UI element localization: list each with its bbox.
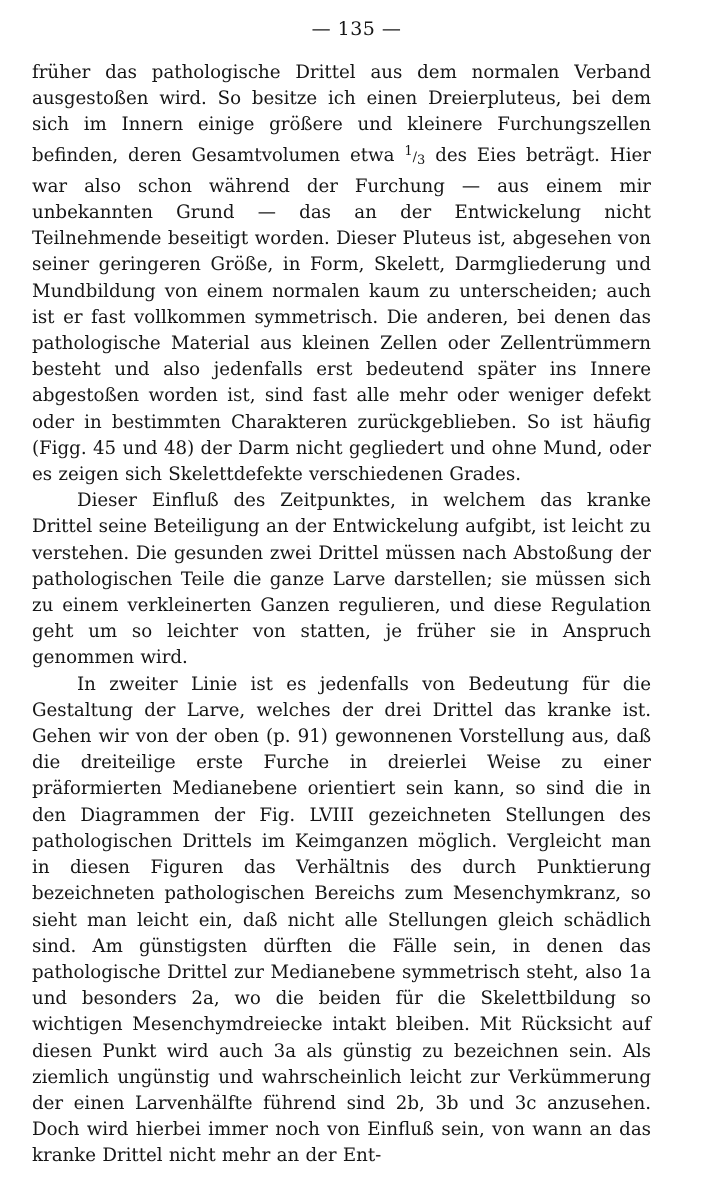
fraction-slash: / xyxy=(412,149,418,165)
fraction-one-third xyxy=(404,143,426,168)
fraction-denominator: 3 xyxy=(417,152,426,168)
paragraph-3: In zweiter Linie ist es jedenfalls von Bedeutung für die Gestaltung der Larve, welches der drei Drittel das kranke ist. Gehen wir von der oben (p. 91) gewonnenen Vorstellung aus, daß die dreiteilige erste Furche in dreierlei Weise zu einer präformierten Medianebene orientiert sein kann, so sind die in den Diagrammen der Fig. LVIII gezeichneten Stellungen des pathologischen Drittels im Keimganzen möglich. Vergleicht man in diesen Figuren das Verhältnis des durch Punktierung bezeichneten pathologischen Bereichs zum Mesenchymkranz, so sieht man leicht ein, daß nicht alle Stellungen gleich schädlich sind. Am günstigsten dürften die Fälle sein, in denen das pathologische Drittel zur Medianebene symmetrisch steht, also 1a und besonders 2a, wo die beiden für die Skelettbildung so wichtigen Mesenchymdreiecke intakt bleiben. Mit Rücksicht auf diesen Punkt wird auch 3a als günstig zu bezeichnen sein. Als ziemlich ungünstig und wahrscheinlich leicht zur Verkümmerung der einen Larvenhälfte führend sind 2b, 3b und 3c anzusehen. Doch wird hierbei immer noch von Einfluß sein, von wann an das kranke Drittel nicht mehr an der Ent- xyxy=(32,673,651,1167)
paragraph-1-text-end: des Eies beträgt. Hier war also schon während der Furchung — aus einem mir unbekannten Grund — das an der Entwickelung nicht Teilnehmende beseitigt worden. Dieser Pluteus ist, abgesehen von seiner geringeren Größe, in Form, Skelett, Darmgliederung und Mundbildung von einem normalen kaum zu unterscheiden; auch ist er fast vollkommen symmetrisch. Die anderen, bei denen das pathologische Material aus kleinen Zellen oder Zellentrümmern besteht und also jedenfalls erst bedeutend später ins Innere abgestoßen worden ist, sind fast alle mehr oder weniger defekt oder in bestimmten Charakteren zurückgeblieben. So ist häufig (Figg. 45 und 48) der Darm nicht gegliedert und ohne Mund, oder es zeigen sich Skelettdefekte verschiedenen Grades. xyxy=(32,144,651,486)
paragraph-2: Dieser Einfluß des Zeitpunktes, in welchem das kranke Drittel seine Beteiligung an der Entwickelung aufgibt, ist leicht zu verstehen. Die gesunden zwei Drittel müssen nach Abstoßung der pathologischen Teile die ganze Larve darstellen; sie müssen sich zu einem verkleinerten Ganzen regulieren, und diese Regulation geht um so leichter von statten, je früher sie in Anspruch genommen wird. xyxy=(32,490,651,669)
page-number: — 135 — xyxy=(311,18,402,40)
paragraph-1-text-start: früher das pathologische Drittel aus dem normalen Verband ausgestoßen wird. So besitze ich einen Dreierpluteus, bei dem sich im Innern einige größere und kleinere Furchungszellen befinden, deren Gesamtvolumen etwa xyxy=(32,62,651,166)
paragraph-1 xyxy=(32,60,651,488)
book-page xyxy=(32,14,651,1170)
body-text xyxy=(32,60,651,1170)
fraction-numerator: 1 xyxy=(404,143,413,159)
